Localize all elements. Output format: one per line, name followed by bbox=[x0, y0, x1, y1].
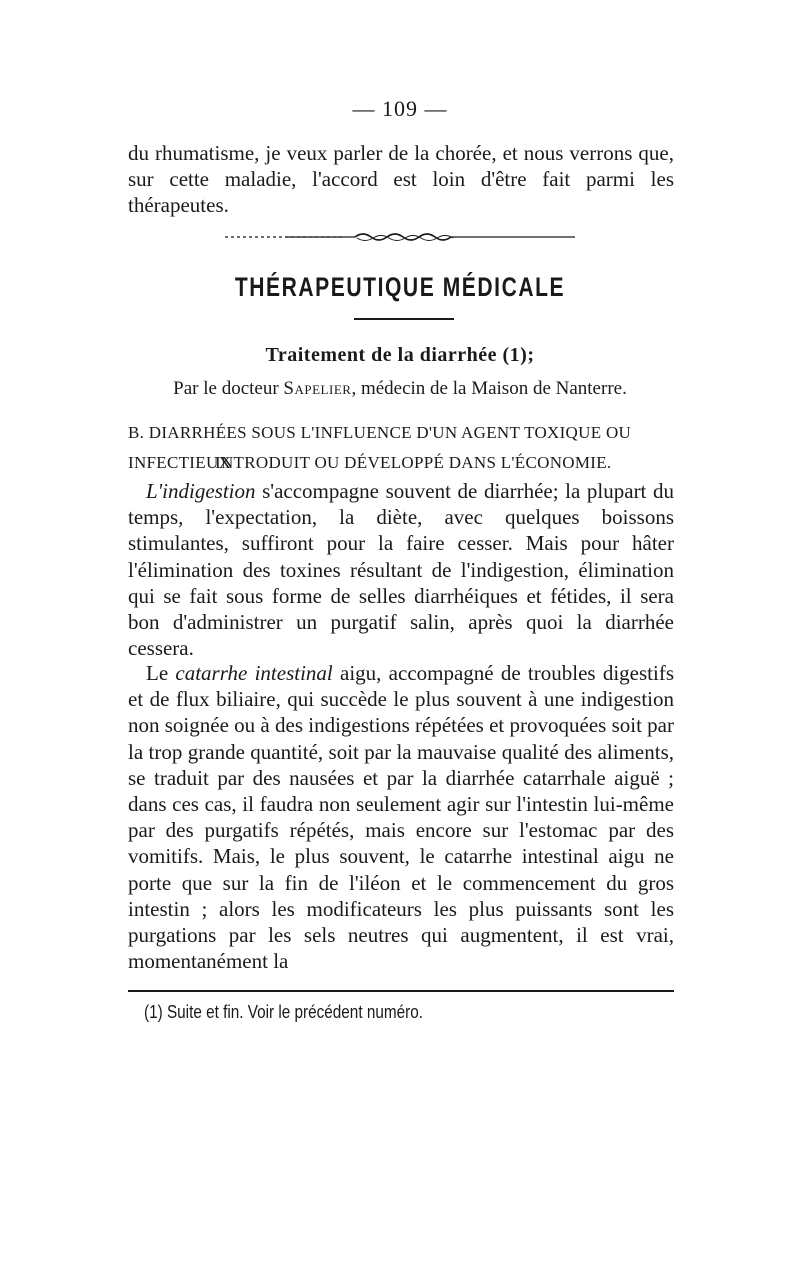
title-rule bbox=[354, 318, 454, 320]
footnote-rule bbox=[128, 990, 674, 992]
paragraph-indigestion bbox=[128, 478, 674, 661]
article-title: Traitement de la diarrhée (1); bbox=[265, 344, 535, 366]
page-number: — 109 — bbox=[352, 96, 448, 121]
paragraph-catarrhe bbox=[128, 660, 674, 974]
byline-suffix: , médecin de la Maison de Nanterre. bbox=[351, 378, 627, 399]
subheading-line-2: INTRODUIT OU DÉVELOPPÉ DANS L'ÉCONOMIE. bbox=[215, 453, 612, 472]
paragraph-start: Le bbox=[146, 661, 176, 685]
intro-paragraph: du rhumatisme, je veux parler de la chorée, et nous verrons que, sur cette maladie, l'accord est loin d'être fait parmi les thérapeutes. bbox=[128, 141, 674, 218]
paragraph-text: s'accompagne souvent de diarrhée; la plupart du temps, l'expectation, la diète, avec quelques boissons stimulantes, suffiront pour la faire cesser. Mais pour hâter l'élimination des toxines résultant de l'indigestion, élimination qui se fait sous forme de selles diarrhéiques et fétides, il sera bon d'administrer un purgatif salin, après quoi la diarrhée cessera. bbox=[128, 479, 674, 661]
italic-term: catarrhe intestinal bbox=[175, 661, 333, 685]
italic-term: L'indigestion bbox=[146, 479, 256, 503]
footnote: (1) Suite et fin. Voir le précédent numéro. bbox=[144, 1002, 423, 1022]
subheading-line-1: B. DIARRHÉES SOUS L'INFLUENCE D'UN AGENT TOXIQUE OU INFECTIEUX bbox=[128, 423, 632, 472]
byline bbox=[0, 378, 800, 400]
section-title: THÉRAPEUTIQUE MÉDICALE bbox=[234, 272, 566, 302]
byline-prefix: Par le docteur bbox=[173, 378, 279, 399]
author-name: Sapelier bbox=[283, 378, 352, 399]
ornamental-divider bbox=[225, 230, 575, 244]
paragraph-text: aigu, accompagné de troubles digestifs et de flux biliaire, qui succède le plus souvent à une indigestion non soignée ou à des indigestions répétées et provoquées soit par la trop grande quantité, soit par la mauvaise qualité des aliments, se traduit par des nausées et par la diarrhée catarrhale aiguë ; dans ces cas, il faudra non seulement agir sur l'intestin lui-même par des purgatifs répétés, mais encore sur l'estomac par des vomitifs. Mais, le plus souvent, le catarrhe intestinal aigu ne porte que sur la fin de l'iléon et le commencement du gros intestin ; alors les modificateurs les plus puissants sont les purgations par les sels neutres qui augmentent, il est vrai, momentanément la bbox=[128, 661, 674, 974]
